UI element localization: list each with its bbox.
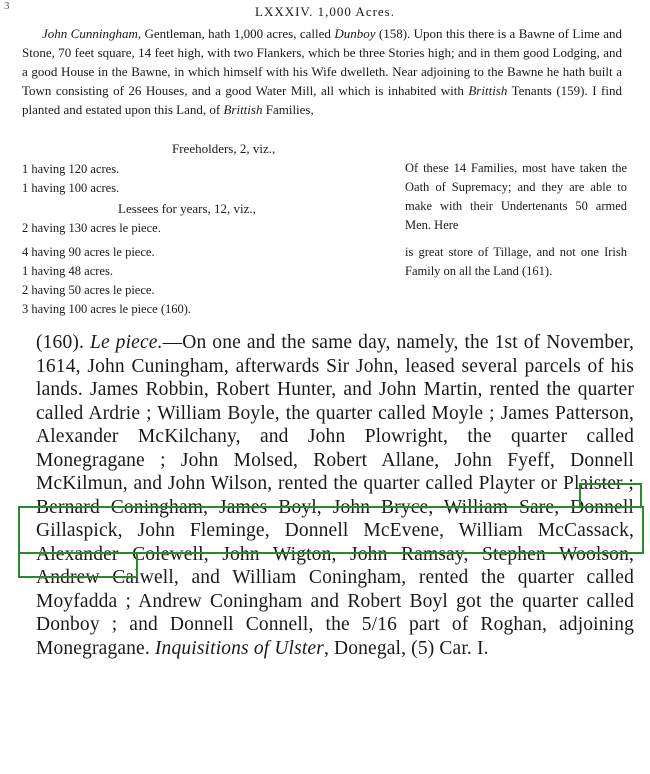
lessee-line: 4 having 90 acres le piece. — [22, 245, 155, 259]
lessee-line: 2 having 50 acres le piece. — [22, 283, 155, 297]
highlight-box-segment — [18, 506, 644, 554]
survey-text-segment-italic: Brittish — [223, 102, 263, 117]
freeholder-line: 1 having 100 acres. — [22, 181, 120, 195]
survey-text-segment: Families, — [262, 102, 314, 117]
families-note-part-1: Of these 14 Families, most have taken the Oath of Supremacy; and they are able to make with their Undertenants 50 armed Men. Here — [405, 161, 627, 232]
highlight-box-segment — [579, 483, 642, 507]
families-note — [405, 159, 627, 281]
footnote-text-segment: (160). — [36, 332, 90, 353]
survey-paragraph — [22, 24, 622, 119]
lessee-line: 1 having 48 acres. — [22, 264, 113, 278]
lessee-line: 2 having 130 acres le piece. — [22, 221, 161, 235]
highlight-box-segment — [18, 552, 138, 578]
footnote-text-segment-highlighted: John Molsed, Robert Allane, John Fyeff, Donnell McKilmun, and John Wilson, rented the quarter called Playter or Plaister ; — [36, 449, 634, 494]
footnote-text-segment: Bernard Coningham, James Boyl, John Bryce, William Sare, Donnell Gillaspick, John Fleminge, Donnell McEvene, William McCassack, Alexander Colewell, John Wigton, John Ramsay, Stephen Woolson, Andrew Calwell, and William Coningham, rented the quarter called Moyfadda ; Andrew Coningham and Robert Boyl got the quarter called Donboy ; and Donnell Connell, the 5/16 part of Roghan, adjoining Monegragane. — [36, 496, 634, 659]
freeholders-heading: Freeholders, 2, viz., — [172, 141, 276, 156]
survey-paragraph-text — [22, 24, 622, 119]
lessees-heading: Lessees for years, 12, viz., — [118, 201, 256, 216]
survey-text-segment: , Gentleman, hath 1,000 acres, called — [137, 26, 335, 41]
survey-text-segment-italic: Brittish — [468, 83, 508, 98]
footnote-text-segment-italic: Le piece. — [89, 332, 163, 353]
footnote-text-segment-italic: Inquisitions of Ulster — [154, 637, 324, 659]
page-corner-mark: 3 — [4, 0, 10, 12]
freeholder-line: 1 having 120 acres. — [22, 162, 120, 176]
survey-text-segment: Tenants (159). I find planted and estated upon this Land, of — [22, 83, 622, 117]
section-heading: LXXXIV. 1,000 Acres. — [255, 4, 395, 19]
lessee-line: 3 having 100 acres le piece (160). — [22, 302, 192, 316]
footnote-160 — [36, 331, 634, 660]
survey-text-segment-italic: John Cunningham — [42, 26, 138, 41]
survey-text-segment: (158). Upon this there is a Bawne of Lime and Stone, 70 feet square, 14 feet high, with two Flankers, which be three Stories high; and in them good Lodging, and a good House in the Bawne, in which himself with his Wife dwelleth. Near adjoining to the Bawne he hath built a Town consisting of 26 Houses, and a good Water Mill, all which is inhabited with — [22, 26, 622, 98]
survey-text-segment-italic: Dunboy — [334, 26, 376, 41]
footnote-text — [36, 331, 634, 660]
footnote-text-segment: —On one and the same day, namely, the 1st of November, 1614, John Cuningham, afterwards Sir John, leased several parcels of his lands. James Robbin, Robert Hunter, and John Martin, rented the quarter called Ardrie ; William Boyle, the quarter called Moyle ; James Patterson, Alexander McKilchany, and John Plowright, the quarter called Monegragane ; — [36, 332, 634, 471]
families-note-part-2: is great store of Tillage, and not one Irish Family on all the Land (161). — [405, 245, 627, 278]
footnote-text-segment: , Donegal, (5) Car. I. — [323, 637, 489, 659]
